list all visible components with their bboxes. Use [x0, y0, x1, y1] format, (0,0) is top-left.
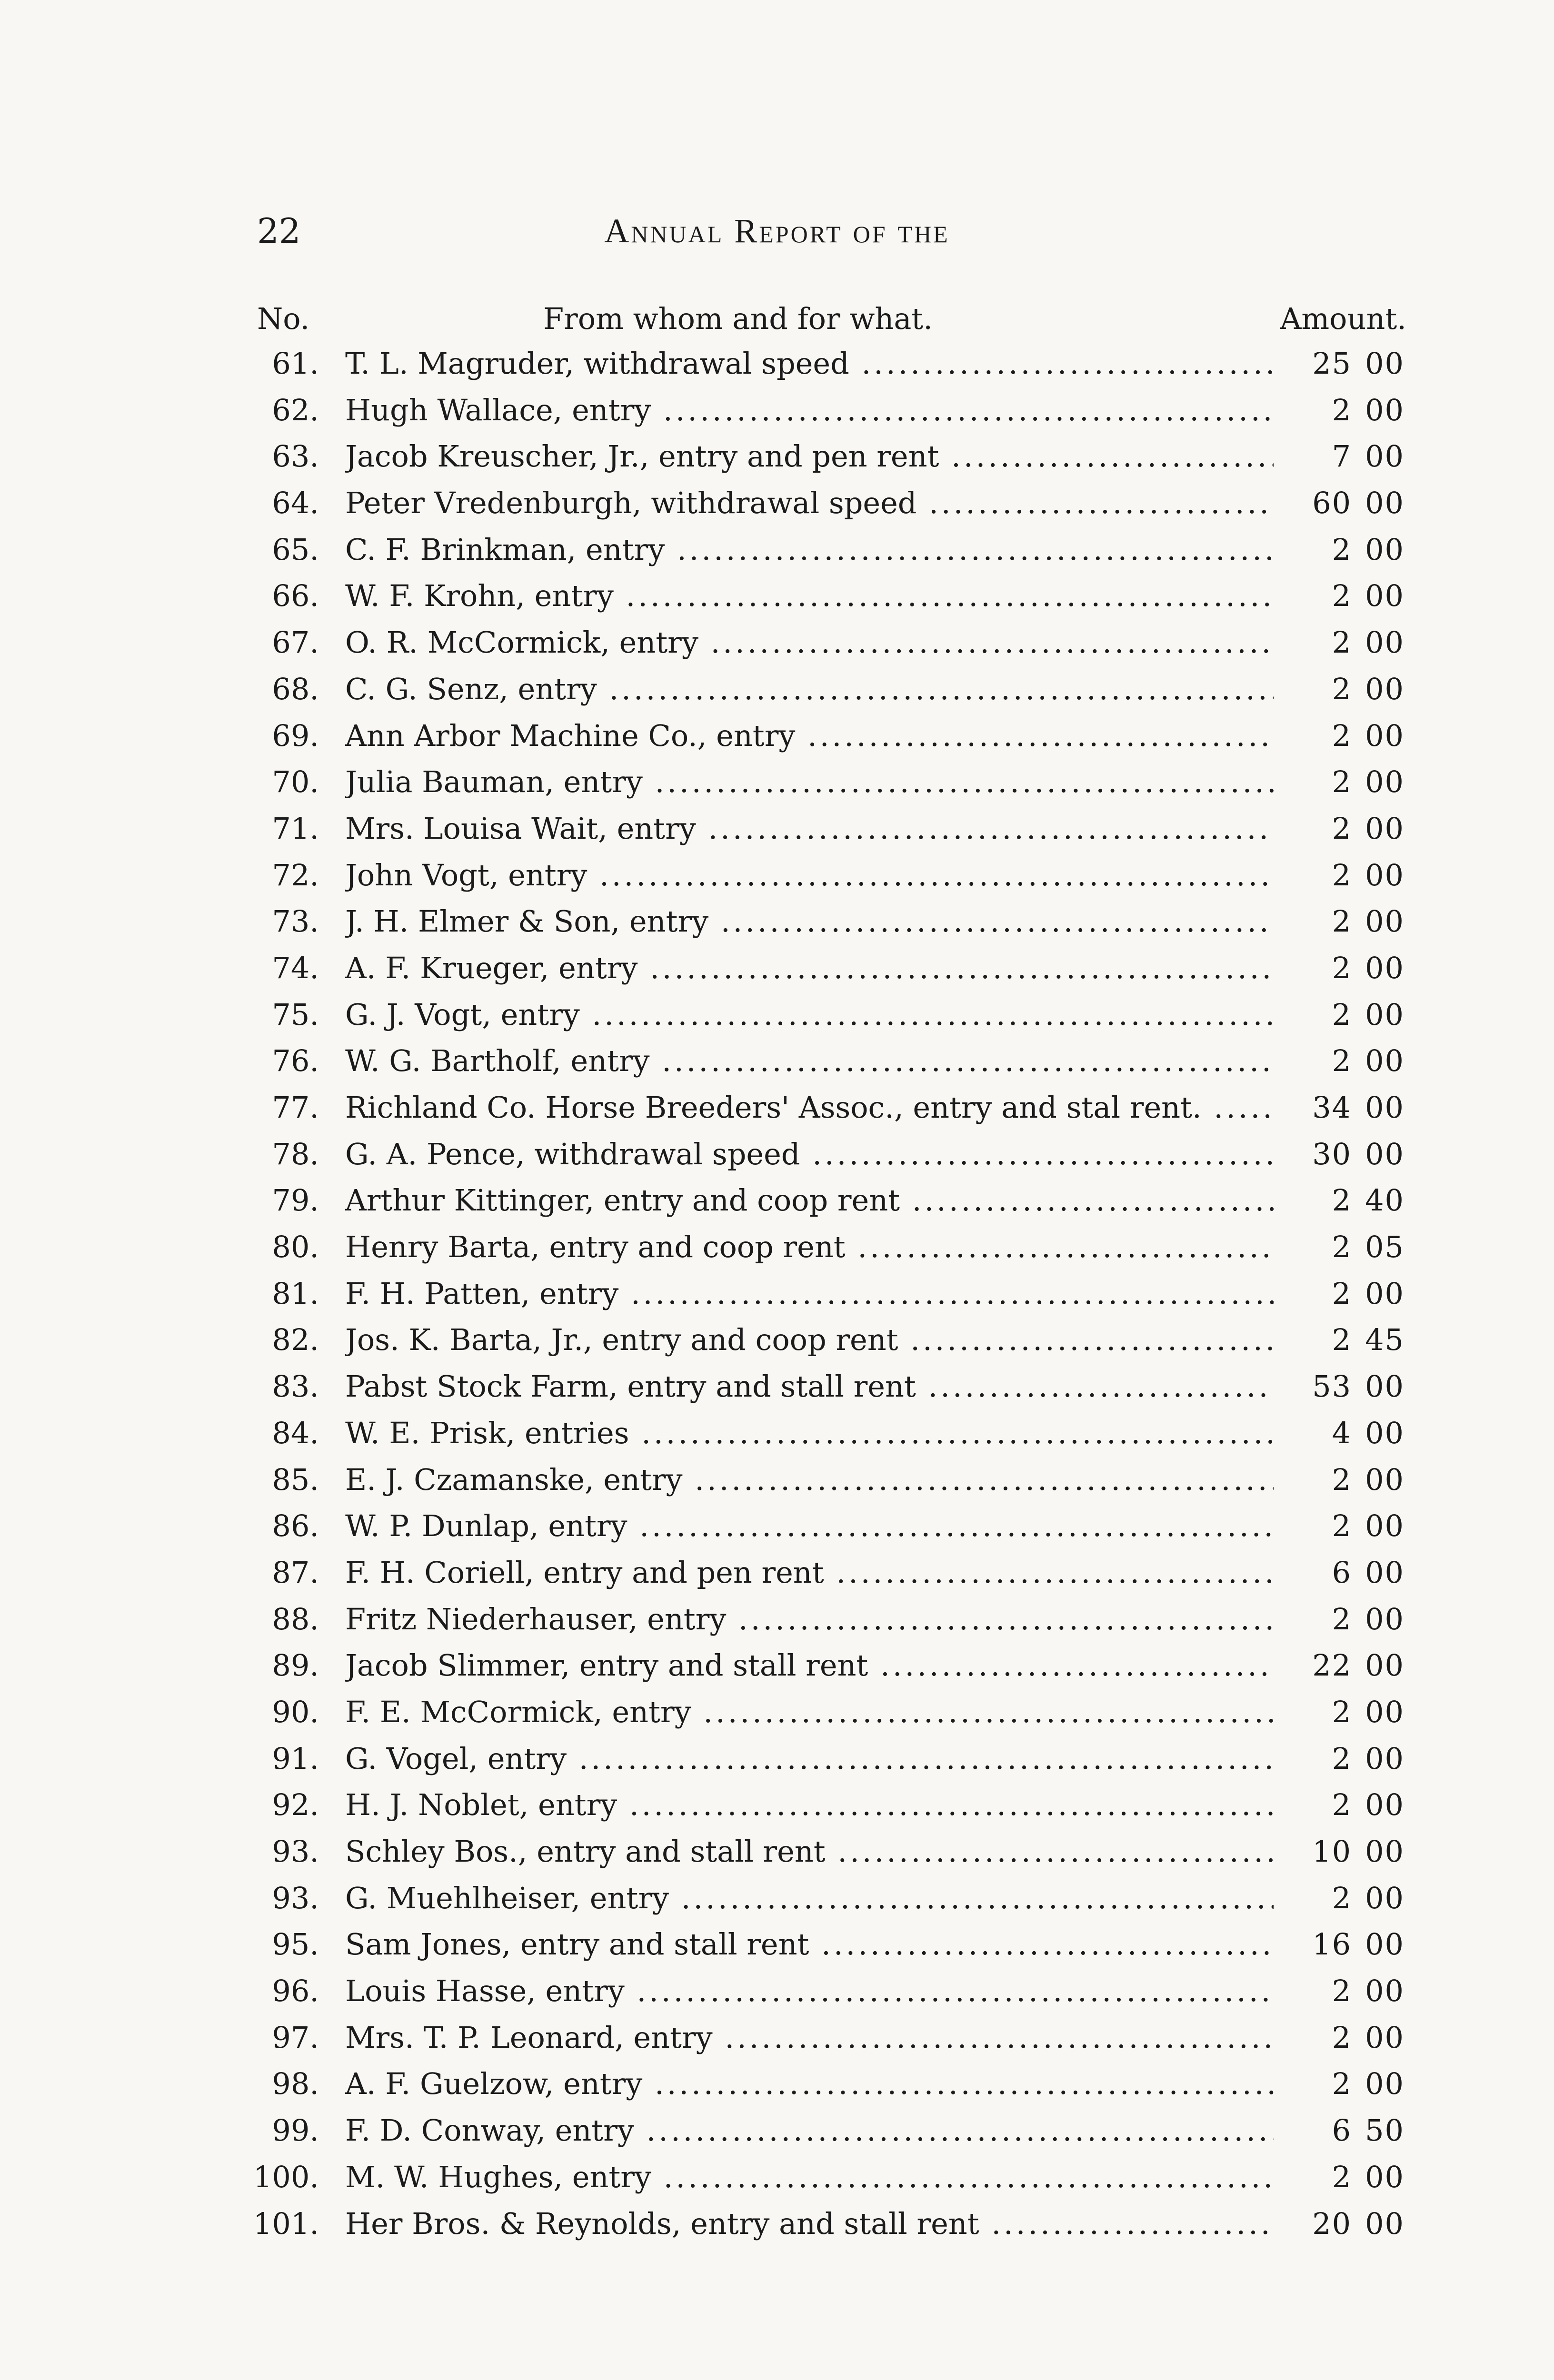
- entry-number: 68.: [272, 671, 319, 706]
- amount-cents: 00: [1365, 1880, 1405, 1915]
- entry-number: 100.: [253, 2159, 319, 2194]
- entry-description: A. F. Guelzow, entry .....: [345, 2061, 1274, 2107]
- entry-number: 73.: [272, 904, 319, 939]
- entry-number: 67.: [272, 625, 319, 660]
- entry-description: Schley Bos., entry and stall rent .....: [345, 1828, 1274, 1875]
- amount-cents: 00: [1365, 1787, 1405, 1823]
- entry-number: 95.: [272, 1927, 319, 1962]
- entry-description: F. D. Conway, entry .....: [345, 2107, 1274, 2154]
- entry-amount: [1276, 1224, 1405, 1270]
- amount-dollars: 25: [1312, 346, 1352, 381]
- entry-number: 98.: [272, 2066, 319, 2102]
- entry-amount: [1276, 1410, 1405, 1457]
- entry-description: Julia Bauman, entry .....: [345, 759, 1274, 805]
- column-header-description: From whom and for what.: [543, 301, 933, 336]
- entry-amount: [1276, 433, 1405, 480]
- ledger-row: [0, 573, 1554, 619]
- amount-cents: 00: [1365, 811, 1405, 846]
- amount-dollars: 2: [1332, 1741, 1352, 1776]
- amount-cents: 00: [1365, 2159, 1405, 2194]
- entry-description: C. G. Senz, entry .....: [345, 666, 1274, 713]
- page-header: [0, 205, 1554, 257]
- amount-dollars: 16: [1312, 1927, 1352, 1962]
- amount-dollars: 2: [1332, 1276, 1352, 1311]
- entry-amount: [1276, 1689, 1405, 1735]
- entry-number: 85.: [272, 1462, 319, 1497]
- entry-description: G. J. Vogt, entry .....: [345, 992, 1274, 1038]
- entry-description: John Vogt, entry .....: [345, 852, 1274, 899]
- entry-number: 86.: [272, 1508, 319, 1544]
- amount-cents: 00: [1365, 997, 1405, 1032]
- amount-cents: 45: [1365, 1322, 1405, 1358]
- amount-cents: 00: [1365, 1601, 1405, 1636]
- running-title: Annual Report of the: [604, 212, 950, 250]
- amount-dollars: 2: [1332, 764, 1352, 800]
- entry-description: Peter Vredenburgh, withdrawal speed .....: [345, 480, 1274, 526]
- amount-cents: 00: [1365, 2020, 1405, 2055]
- entry-description: Mrs. Louisa Wait, entry .....: [345, 805, 1274, 852]
- entry-number: 88.: [272, 1601, 319, 1636]
- page-number: 22: [257, 211, 301, 251]
- ledger-row: [0, 1317, 1554, 1363]
- ledger-row: [0, 1549, 1554, 1596]
- ledger-row: [0, 805, 1554, 852]
- entry-number: 72.: [272, 857, 319, 892]
- entry-number: 79.: [272, 1183, 319, 1218]
- entry-number: 83.: [272, 1369, 319, 1404]
- entry-description: W. F. Krohn, entry .....: [345, 573, 1274, 619]
- entry-description: G. A. Pence, withdrawal speed .....: [345, 1131, 1274, 1178]
- amount-cents: 00: [1365, 764, 1405, 800]
- ledger-row: [0, 992, 1554, 1038]
- entry-amount: [1276, 1828, 1405, 1875]
- entry-amount: [1276, 1875, 1405, 1922]
- entry-amount: [1276, 1317, 1405, 1363]
- amount-dollars: 2: [1332, 1601, 1352, 1636]
- amount-cents: 00: [1365, 1973, 1405, 2009]
- entry-amount: [1276, 1177, 1405, 1224]
- entry-number: 84.: [272, 1415, 319, 1450]
- entry-number: 78.: [272, 1136, 319, 1171]
- amount-cents: 00: [1365, 392, 1405, 427]
- entry-description: A. F. Krueger, entry .....: [345, 945, 1274, 992]
- entry-number: 64.: [272, 486, 319, 521]
- entry-amount: [1276, 2154, 1405, 2201]
- ledger-row: [0, 2154, 1554, 2201]
- entry-description: Sam Jones, entry and stall rent .....: [345, 1921, 1274, 1968]
- entry-description: Richland Co. Horse Breeders' Assoc., entry and stal rent. .....: [345, 1084, 1274, 1131]
- column-headers: [0, 295, 1554, 343]
- entry-number: 96.: [272, 1973, 319, 2009]
- entry-amount: [1276, 573, 1405, 619]
- ledger-row: [0, 1410, 1554, 1457]
- ledger-row: [0, 340, 1554, 387]
- ledger-row: [0, 1828, 1554, 1875]
- entry-amount: [1276, 1642, 1405, 1689]
- entry-amount: [1276, 1782, 1405, 1828]
- entry-number: 65.: [272, 532, 319, 567]
- amount-dollars: 2: [1332, 1508, 1352, 1544]
- entry-amount: [1276, 1131, 1405, 1178]
- amount-cents: 00: [1365, 904, 1405, 939]
- entry-description: Ann Arbor Machine Co., entry .....: [345, 713, 1274, 759]
- amount-dollars: 2: [1332, 2020, 1352, 2055]
- entry-amount: [1276, 1735, 1405, 1782]
- amount-cents: 00: [1365, 2206, 1405, 2241]
- entry-description: M. W. Hughes, entry .....: [345, 2154, 1274, 2201]
- ledger-row: [0, 1782, 1554, 1828]
- ledger-row: [0, 2201, 1554, 2247]
- amount-dollars: 2: [1332, 1880, 1352, 1915]
- entry-number: 93.: [272, 1834, 319, 1869]
- entry-number: 61.: [272, 346, 319, 381]
- amount-dollars: 6: [1332, 1555, 1352, 1590]
- entry-amount: [1276, 713, 1405, 759]
- amount-dollars: 60: [1312, 486, 1352, 521]
- ledger-row: [0, 619, 1554, 666]
- entry-amount: [1276, 1549, 1405, 1596]
- entry-description: G. Muehlheiser, entry .....: [345, 1875, 1274, 1922]
- amount-dollars: 20: [1312, 2206, 1352, 2241]
- entry-amount: [1276, 1457, 1405, 1503]
- entry-number: 74.: [272, 950, 319, 985]
- entry-amount: [1276, 1270, 1405, 1317]
- amount-cents: 00: [1365, 2066, 1405, 2102]
- amount-cents: 00: [1365, 625, 1405, 660]
- amount-dollars: 2: [1332, 1694, 1352, 1729]
- amount-cents: 00: [1365, 1508, 1405, 1544]
- amount-dollars: 2: [1332, 1043, 1352, 1079]
- amount-cents: 00: [1365, 1276, 1405, 1311]
- amount-dollars: 6: [1332, 2113, 1352, 2148]
- amount-cents: 00: [1365, 1090, 1405, 1125]
- amount-dollars: 2: [1332, 857, 1352, 892]
- amount-dollars: 2: [1332, 2159, 1352, 2194]
- amount-cents: 00: [1365, 1741, 1405, 1776]
- amount-dollars: 2: [1332, 997, 1352, 1032]
- amount-cents: 00: [1365, 1555, 1405, 1590]
- entry-amount: [1276, 1038, 1405, 1084]
- ledger-table: [0, 340, 1554, 2247]
- entry-number: 77.: [272, 1090, 319, 1125]
- entry-amount: [1276, 1968, 1405, 2014]
- amount-dollars: 34: [1312, 1090, 1352, 1125]
- ledger-row: [0, 1596, 1554, 1643]
- amount-cents: 00: [1365, 439, 1405, 474]
- entry-description: F. E. McCormick, entry .....: [345, 1689, 1274, 1735]
- entry-amount: [1276, 340, 1405, 387]
- amount-cents: 00: [1365, 857, 1405, 892]
- entry-description: Louis Hasse, entry .....: [345, 1968, 1274, 2014]
- amount-dollars: 10: [1312, 1834, 1352, 1869]
- ledger-row: [0, 759, 1554, 805]
- entry-number: 76.: [272, 1043, 319, 1079]
- ledger-row: [0, 1224, 1554, 1270]
- entry-amount: [1276, 619, 1405, 666]
- entry-amount: [1276, 759, 1405, 805]
- amount-dollars: 2: [1332, 671, 1352, 706]
- entry-amount: [1276, 1084, 1405, 1131]
- amount-cents: 50: [1365, 2113, 1405, 2148]
- amount-cents: 00: [1365, 1927, 1405, 1962]
- ledger-row: [0, 1457, 1554, 1503]
- entry-description: Pabst Stock Farm, entry and stall rent .....: [345, 1363, 1274, 1410]
- entry-description: Fritz Niederhauser, entry .....: [345, 1596, 1274, 1643]
- ledger-row: [0, 1735, 1554, 1782]
- entry-amount: [1276, 2014, 1405, 2061]
- amount-dollars: 7: [1332, 439, 1352, 474]
- entry-description: O. R. McCormick, entry .....: [345, 619, 1274, 666]
- entry-number: 99.: [272, 2113, 319, 2148]
- entry-number: 101.: [253, 2206, 319, 2241]
- ledger-row: [0, 1968, 1554, 2014]
- amount-dollars: 2: [1332, 1973, 1352, 2009]
- ledger-row: [0, 1689, 1554, 1735]
- entry-number: 97.: [272, 2020, 319, 2055]
- entry-number: 87.: [272, 1555, 319, 1590]
- entry-amount: [1276, 1596, 1405, 1643]
- entry-description: Jacob Slimmer, entry and stall rent .....: [345, 1642, 1274, 1689]
- entry-number: 82.: [272, 1322, 319, 1358]
- entry-description: Her Bros. & Reynolds, entry and stall rent .....: [345, 2201, 1274, 2247]
- amount-cents: 00: [1365, 346, 1405, 381]
- amount-cents: 00: [1365, 486, 1405, 521]
- amount-dollars: 2: [1332, 811, 1352, 846]
- amount-cents: 00: [1365, 718, 1405, 753]
- entry-number: 90.: [272, 1694, 319, 1729]
- entry-number: 63.: [272, 439, 319, 474]
- ledger-row: [0, 852, 1554, 899]
- entry-description: Jos. K. Barta, Jr., entry and coop rent .....: [345, 1317, 1274, 1363]
- column-header-no: No.: [257, 301, 310, 336]
- amount-dollars: 2: [1332, 2066, 1352, 2102]
- entry-amount: [1276, 666, 1405, 713]
- entry-description: F. H. Patten, entry .....: [345, 1270, 1274, 1317]
- amount-dollars: 2: [1332, 1462, 1352, 1497]
- amount-dollars: 2: [1332, 950, 1352, 985]
- entry-description: Arthur Kittinger, entry and coop rent .....: [345, 1177, 1274, 1224]
- amount-cents: 00: [1365, 1415, 1405, 1450]
- entry-amount: [1276, 2201, 1405, 2247]
- ledger-row: [0, 1642, 1554, 1689]
- amount-cents: 00: [1365, 1462, 1405, 1497]
- column-header-amount: Amount.: [1280, 301, 1406, 336]
- entry-description: Henry Barta, entry and coop rent .....: [345, 1224, 1274, 1270]
- entry-amount: [1276, 945, 1405, 992]
- amount-cents: 00: [1365, 1043, 1405, 1079]
- amount-dollars: 2: [1332, 625, 1352, 660]
- amount-cents: 00: [1365, 1694, 1405, 1729]
- entry-description: Jacob Kreuscher, Jr., entry and pen rent .....: [345, 433, 1274, 480]
- amount-cents: 00: [1365, 532, 1405, 567]
- entry-number: 93.: [272, 1880, 319, 1915]
- amount-dollars: 4: [1332, 1415, 1352, 1450]
- entry-amount: [1276, 2061, 1405, 2107]
- entry-amount: [1276, 992, 1405, 1038]
- amount-cents: 00: [1365, 1136, 1405, 1171]
- ledger-row: [0, 1177, 1554, 1224]
- entry-amount: [1276, 1363, 1405, 1410]
- entry-description: F. H. Coriell, entry and pen rent .....: [345, 1549, 1274, 1596]
- entry-description: W. G. Bartholf, entry .....: [345, 1038, 1274, 1084]
- entry-description: W. P. Dunlap, entry .....: [345, 1503, 1274, 1549]
- entry-number: 69.: [272, 718, 319, 753]
- ledger-row: [0, 2107, 1554, 2154]
- ledger-row: [0, 480, 1554, 526]
- ledger-row: [0, 1363, 1554, 1410]
- amount-cents: 05: [1365, 1230, 1405, 1265]
- entry-description: W. E. Prisk, entries .....: [345, 1410, 1274, 1457]
- entry-amount: [1276, 387, 1405, 434]
- entry-amount: [1276, 898, 1405, 945]
- entry-amount: [1276, 1503, 1405, 1549]
- entry-number: 75.: [272, 997, 319, 1032]
- amount-dollars: 2: [1332, 1230, 1352, 1265]
- amount-cents: 40: [1365, 1183, 1405, 1218]
- amount-cents: 00: [1365, 578, 1405, 614]
- amount-cents: 00: [1365, 950, 1405, 985]
- ledger-row: [0, 1875, 1554, 1922]
- amount-dollars: 22: [1312, 1648, 1352, 1683]
- ledger-row: [0, 1038, 1554, 1084]
- entry-description: H. J. Noblet, entry .....: [345, 1782, 1274, 1828]
- entry-number: 71.: [272, 811, 319, 846]
- entry-number: 91.: [272, 1741, 319, 1776]
- entry-description: G. Vogel, entry .....: [345, 1735, 1274, 1782]
- entry-amount: [1276, 526, 1405, 573]
- entry-description: C. F. Brinkman, entry .....: [345, 526, 1274, 573]
- ledger-row: [0, 433, 1554, 480]
- entry-description: Hugh Wallace, entry .....: [345, 387, 1274, 434]
- amount-dollars: 2: [1332, 578, 1352, 614]
- entry-amount: [1276, 480, 1405, 526]
- ledger-row: [0, 2061, 1554, 2107]
- amount-cents: 00: [1365, 671, 1405, 706]
- entry-number: 81.: [272, 1276, 319, 1311]
- amount-dollars: 2: [1332, 1322, 1352, 1358]
- entry-amount: [1276, 2107, 1405, 2154]
- amount-dollars: 2: [1332, 904, 1352, 939]
- entry-amount: [1276, 852, 1405, 899]
- amount-cents: 00: [1365, 1834, 1405, 1869]
- ledger-row: [0, 1921, 1554, 1968]
- ledger-row: [0, 387, 1554, 434]
- entry-number: 80.: [272, 1230, 319, 1265]
- amount-cents: 00: [1365, 1369, 1405, 1404]
- amount-dollars: 2: [1332, 1787, 1352, 1823]
- ledger-row: [0, 945, 1554, 992]
- entry-number: 89.: [272, 1648, 319, 1683]
- ledger-row: [0, 2014, 1554, 2061]
- ledger-row: [0, 1270, 1554, 1317]
- amount-dollars: 30: [1312, 1136, 1352, 1171]
- ledger-row: [0, 666, 1554, 713]
- ledger-row: [0, 526, 1554, 573]
- entry-description: E. J. Czamanske, entry .....: [345, 1457, 1274, 1503]
- entry-description: J. H. Elmer & Son, entry .....: [345, 898, 1274, 945]
- entry-number: 62.: [272, 392, 319, 427]
- entry-description: T. L. Magruder, withdrawal speed .....: [345, 340, 1274, 387]
- entry-amount: [1276, 805, 1405, 852]
- amount-dollars: 2: [1332, 532, 1352, 567]
- amount-cents: 00: [1365, 1648, 1405, 1683]
- ledger-row: [0, 1084, 1554, 1131]
- ledger-row: [0, 1131, 1554, 1178]
- amount-dollars: 2: [1332, 718, 1352, 753]
- amount-dollars: 2: [1332, 392, 1352, 427]
- entry-description: Mrs. T. P. Leonard, entry .....: [345, 2014, 1274, 2061]
- entry-number: 92.: [272, 1787, 319, 1823]
- amount-dollars: 53: [1312, 1369, 1352, 1404]
- ledger-row: [0, 898, 1554, 945]
- entry-number: 70.: [272, 764, 319, 800]
- amount-dollars: 2: [1332, 1183, 1352, 1218]
- ledger-row: [0, 713, 1554, 759]
- entry-amount: [1276, 1921, 1405, 1968]
- ledger-row: [0, 1503, 1554, 1549]
- entry-number: 66.: [272, 578, 319, 614]
